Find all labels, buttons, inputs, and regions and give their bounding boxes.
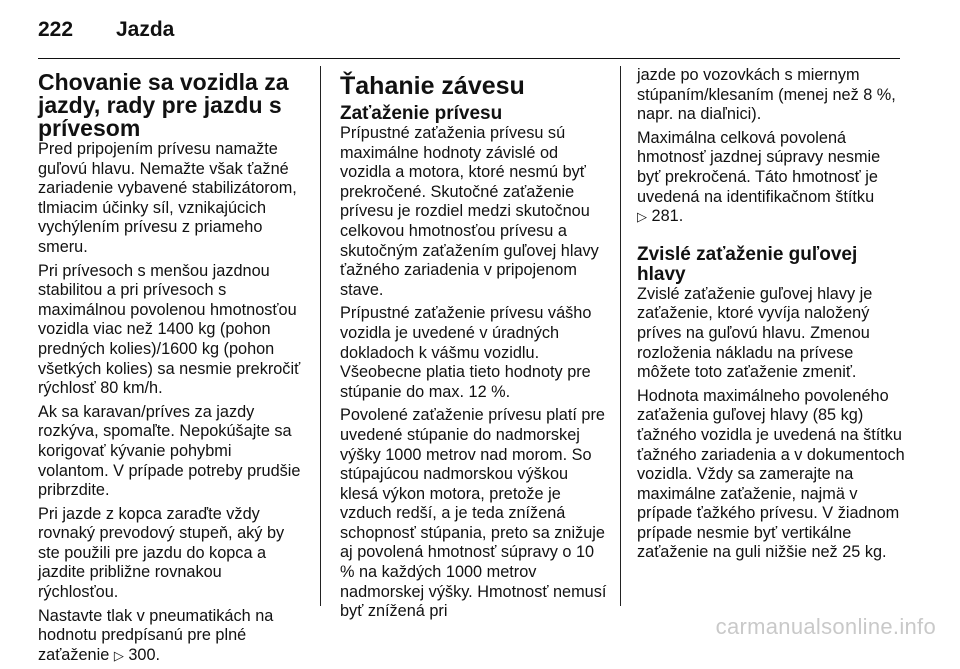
column-left — [38, 66, 306, 669]
paragraph: Zvislé zaťaženie guľovej hlavy je zaťaženie, ktoré vyvíja naložený príves na guľovú hlavu. Zmenou rozloženia nákladu na prívese môžete toto zaťaženie zmeniť. — [637, 284, 873, 382]
paragraph: Pred pripojením prívesu namažte guľovú hlavu. Nemažte však ťažné zariadenie vybavené stabilizátorom, tlmiacim účinky síl, vznikajúcich vychýlením prívesu z priameho smeru. — [38, 140, 297, 256]
paragraph: Prípustné zaťaženie prívesu vášho vozidla je uvedené v úradných dokladoch k vášmu vozidlu. Všeobecne platia tieto hodnoty pre stúpanie do max. 12 %. — [340, 304, 592, 401]
heading-towing: Ťahanie závesu — [340, 72, 525, 100]
paragraph: Prípustné zaťaženia prívesu sú maximálne hodnoty závislé od vozidla a motora, ktoré nesmú byť prekročené. Skutočné zaťaženie prívesu je rozdiel medzi skutočnou celkovou hmotnosťou prívesu a skutočným zaťažením guľovej hlavy ťažného zariadenia v pripojenom stave. — [340, 124, 599, 299]
page-reference-link[interactable]: 300. — [128, 645, 161, 664]
column-middle — [340, 66, 608, 626]
paragraph-text: Maximálna celková povolená hmotnosť jazdnej súpravy nesmie byť prekročená. Táto hmotnosť je uvedená na identifikačnom štítku — [637, 128, 881, 206]
paragraph: Hodnota maximálneho povoleného zaťaženia guľovej hlavy (85 kg) ťažného vozidla je uvedená na štítku ťažného zariadenia a v dokumentoch vozidla. Vždy sa zamerajte na maximálne zaťaženie, najmä v prípade ťažkého prívesu. V žiadnom prípade nesmie byť vertikálne zaťaženie na guli nižšie než 25 kg. — [637, 386, 905, 562]
paragraph: jazde po vozovkách s miernym stúpaním/klesaním (menej než 8 %, napr. na diaľnici). — [637, 66, 896, 124]
page-reference-arrow-icon: ▷ — [637, 209, 647, 225]
watermark: carmanualsonline.info — [715, 614, 936, 639]
column-right — [637, 66, 905, 567]
paragraph: Ak sa karavan/príves za jazdy rozkýva, spomaľte. Nepokúšajte sa korigovať kývanie pohybmi volantom. V prípade potreby prudšie pribrzdite. — [38, 402, 301, 500]
subheading-vertical-load: Zvislé zaťaženie guľovej hlavy — [637, 243, 858, 285]
page-header — [38, 8, 174, 52]
paragraph: Povolené zaťaženie prívesu platí pre uvedené stúpanie do nadmorskej výšky 1000 metrov nad morom. So stúpajúcou nadmorskou výškou klesá výkon motora, pretože je vzduch redší, a je teda znížená schopnosť stúpania, preto sa znižuje aj povolená hmotnosť súpravy o 10 % na každých 1000 metrov nadmorskej výšky. Hmotnosť nemusí byť znížená pri — [340, 406, 607, 621]
column-divider-right — [620, 66, 621, 606]
paragraph — [637, 129, 905, 227]
section-title: Jazda — [116, 18, 175, 41]
page-reference-arrow-icon: ▷ — [113, 647, 124, 663]
heading-towing-behaviour: Chovanie sa vozidla za jazdy, rady pre jazdu s prívesom — [38, 69, 289, 141]
subheading-trailer-load: Zaťaženie prívesu — [340, 103, 503, 124]
paragraph: Pri prívesoch s menšou jazdnou stabilitou a pri prívesoch s maximálnou povolenou hmotnosťou vozidla viac než 1400 kg (pohon predných kolies)/1600 kg (pohon všetkých kolies) sa nesmie prekročiť rýchlosť 80 km/h. — [38, 261, 301, 398]
page-reference-link[interactable]: 281. — [651, 207, 684, 226]
paragraph-text: Nastavte tlak v pneumatikách na hodnotu predpísanú pre plné zaťaženie — [38, 606, 274, 664]
column-divider-left — [320, 66, 321, 606]
header-rule — [38, 58, 900, 59]
paragraph: Pri jazde z kopca zaraďte vždy rovnaký prevodový stupeň, aký by ste použili pre jazdu do kopca a jazdite približne rovnakou rýchlosťou. — [38, 504, 285, 602]
page-number: 222 — [38, 18, 74, 41]
paragraph — [38, 607, 306, 666]
